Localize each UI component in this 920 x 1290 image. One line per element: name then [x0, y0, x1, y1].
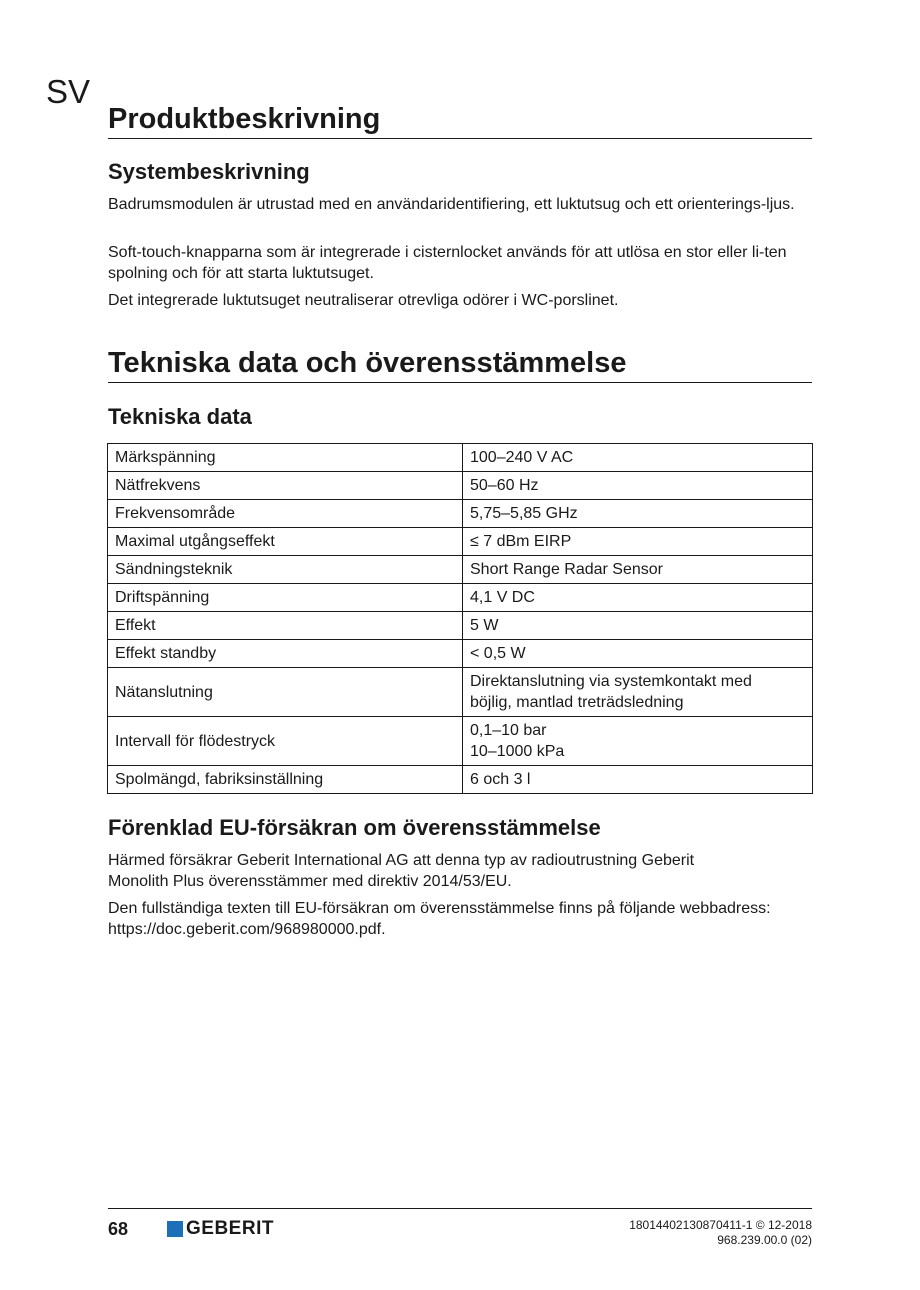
table-row	[108, 717, 813, 766]
spec-value: 6 och 3 l	[463, 766, 813, 794]
document-number: 968.239.00.0 (02)	[717, 1233, 812, 1247]
spec-value: ≤ 7 dBm EIRP	[463, 528, 813, 556]
table-row	[108, 766, 813, 794]
spec-label: Nätanslutning	[108, 668, 463, 717]
spec-label: Driftspänning	[108, 584, 463, 612]
eu-paragraph-1	[108, 850, 812, 892]
spec-label: Intervall för flödestryck	[108, 717, 463, 766]
language-code: SV	[46, 73, 91, 110]
eu-paragraph-2-line: Den fullständiga texten till EU-försäkran om överensstämmelse finns på följande webbadress:	[108, 900, 771, 917]
eu-paragraph-1-line: Monolith Plus överensstämmer med direktiv 2014/53/EU.	[108, 873, 512, 890]
table-row	[108, 528, 813, 556]
spec-value-line: böjlig, mantlad treträdsledning	[470, 694, 684, 711]
system-paragraph-2: Soft-touch-knapparna som är integrerade i cisternlocket används för att utlösa en stor eller li-ten spolning och för att starta luktutsuget.	[108, 244, 787, 282]
technical-data-table	[107, 443, 813, 794]
technical-data-heading: Tekniska data	[108, 404, 252, 429]
document-reference	[629, 1218, 812, 1248]
page-number: 68	[108, 1219, 129, 1239]
geberit-logo	[167, 1218, 274, 1240]
spec-value	[463, 717, 813, 766]
spec-value: 5,75–5,85 GHz	[463, 500, 813, 528]
spec-label: Effekt standby	[108, 640, 463, 668]
spec-value: Short Range Radar Sensor	[463, 556, 813, 584]
spec-value-line: Direktanslutning via systemkontakt med	[470, 673, 752, 690]
table-row	[108, 612, 813, 640]
spec-value: < 0,5 W	[463, 640, 813, 668]
footer-divider	[108, 1208, 812, 1209]
system-paragraph-1: Badrumsmodulen är utrustad med en användaridentifiering, ett luktutsug och ett orienterings-ljus.	[108, 196, 795, 213]
eu-declaration-heading: Förenklad EU-försäkran om överensstämmelse	[108, 815, 601, 840]
system-description-heading: Systembeskrivning	[108, 159, 310, 184]
table-row	[108, 640, 813, 668]
spec-label: Maximal utgångseffekt	[108, 528, 463, 556]
table-row	[108, 472, 813, 500]
spec-value	[463, 668, 813, 717]
spec-label: Effekt	[108, 612, 463, 640]
spec-label: Nätfrekvens	[108, 472, 463, 500]
table-row	[108, 556, 813, 584]
table-row	[108, 668, 813, 717]
eu-paragraph-2	[108, 898, 812, 940]
spec-value: 100–240 V AC	[463, 444, 813, 472]
table-row	[108, 444, 813, 472]
document-id: 180144021308704​11-1 © 12-2018	[629, 1218, 812, 1232]
table-row	[108, 584, 813, 612]
logo-square-icon	[167, 1221, 183, 1237]
technical-data-conformity-heading: Tekniska data och överensstämmelse	[108, 345, 812, 383]
spec-label: Märkspänning	[108, 444, 463, 472]
spec-value: 5 W	[463, 612, 813, 640]
spec-label: Frekvensområde	[108, 500, 463, 528]
spec-value-line: 10–1000 kPa	[470, 743, 565, 760]
spec-value-line: 0,1–10 bar	[470, 722, 547, 739]
system-paragraph-3: Det integrerade luktutsuget neutraliserar otrevliga odörer i WC-porslinet.	[108, 292, 619, 309]
logo-text: GEBERIT	[186, 1218, 274, 1239]
spec-label: Spolmängd, fabriksinställning	[108, 766, 463, 794]
product-description-heading: Produktbeskrivning	[108, 101, 812, 139]
eu-paragraph-1-line: Härmed försäkrar Geberit International AG att denna typ av radioutrustning Geberit	[108, 852, 695, 869]
table-row	[108, 500, 813, 528]
spec-value: 4,1 V DC	[463, 584, 813, 612]
spec-value: 50–60 Hz	[463, 472, 813, 500]
eu-paragraph-2-line: https://doc.geberit.com/968980000.pdf.	[108, 921, 386, 938]
spec-label: Sändningsteknik	[108, 556, 463, 584]
